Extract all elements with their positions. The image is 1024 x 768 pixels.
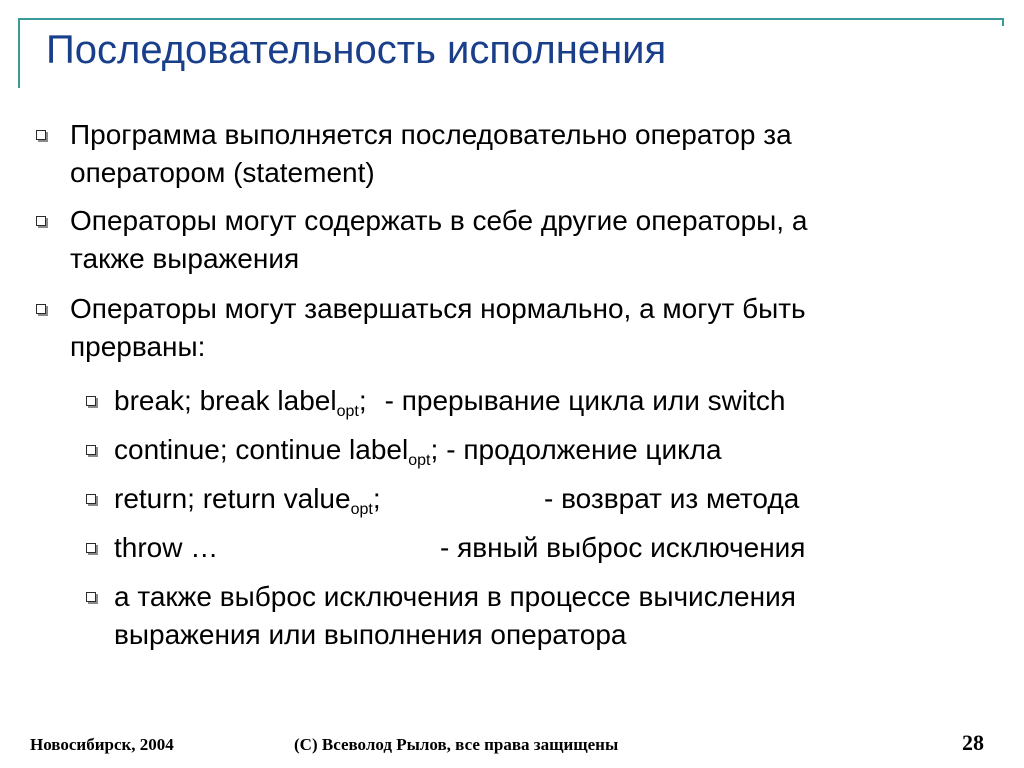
bullet-item	[70, 202, 807, 278]
bullet-text-line: Операторы могут завершаться нормально, а могут быть	[70, 293, 806, 324]
square-bullet-icon	[86, 543, 96, 553]
bullet-item	[70, 116, 792, 192]
slide-title: Последовательность исполнения	[46, 28, 667, 72]
code-text: continue; continue label	[114, 434, 409, 465]
opt-subscript: opt	[408, 452, 431, 469]
square-bullet-icon	[86, 445, 96, 455]
footer-copyright: (C) Всеволод Рылов, все права защищены	[294, 735, 619, 754]
bullet-text-line: оператором (statement)	[70, 157, 375, 188]
square-bullet-icon	[36, 216, 46, 226]
description-text: - продолжение цикла	[446, 434, 722, 465]
sub-bullet-item	[114, 578, 796, 654]
description-text: - прерывание цикла или switch	[384, 385, 786, 416]
semicolon: ;	[358, 385, 367, 416]
sub-bullet-text-line: а также выброс исключения в процессе вычисления	[114, 581, 796, 612]
opt-subscript: opt	[350, 501, 373, 518]
bullet-text-line: Операторы могут содержать в себе другие операторы, а	[70, 205, 808, 236]
semicolon: ;	[372, 483, 381, 514]
slide-page-number: 28	[962, 730, 984, 755]
description-text: - возврат из метода	[544, 483, 800, 514]
bullet-item	[70, 290, 806, 366]
semicolon: ;	[430, 434, 439, 465]
opt-subscript: opt	[336, 403, 359, 420]
footer-location-year: Новосибирск, 2004	[30, 735, 174, 754]
bullet-text-line: Программа выполняется последовательно оператор за	[70, 119, 792, 150]
code-text: break; break label	[114, 385, 337, 416]
sub-bullet-item	[114, 431, 722, 469]
sub-bullet-item	[114, 480, 800, 518]
code-text: return; return value	[114, 483, 351, 514]
sub-bullet-text-line: выражения или выполнения оператора	[114, 619, 627, 650]
sub-bullet-text	[114, 431, 722, 469]
sub-bullet-text	[114, 480, 381, 518]
square-bullet-icon	[36, 304, 46, 314]
title-frame-top-line	[18, 18, 1004, 20]
square-bullet-icon	[36, 130, 46, 140]
sub-bullet-text	[114, 382, 785, 420]
square-bullet-icon	[86, 592, 96, 602]
description-text: - явный выброс исключения	[440, 532, 806, 563]
square-bullet-icon	[86, 494, 96, 504]
bullet-text-line: также выражения	[70, 243, 300, 274]
title-frame-right-line	[1002, 18, 1004, 26]
title-frame-left-line	[18, 18, 20, 88]
square-bullet-icon	[86, 396, 96, 406]
sub-bullet-item	[114, 382, 785, 420]
bullet-text-line: прерваны:	[70, 331, 206, 362]
sub-bullet-item	[114, 529, 806, 567]
code-text: throw …	[114, 532, 219, 563]
